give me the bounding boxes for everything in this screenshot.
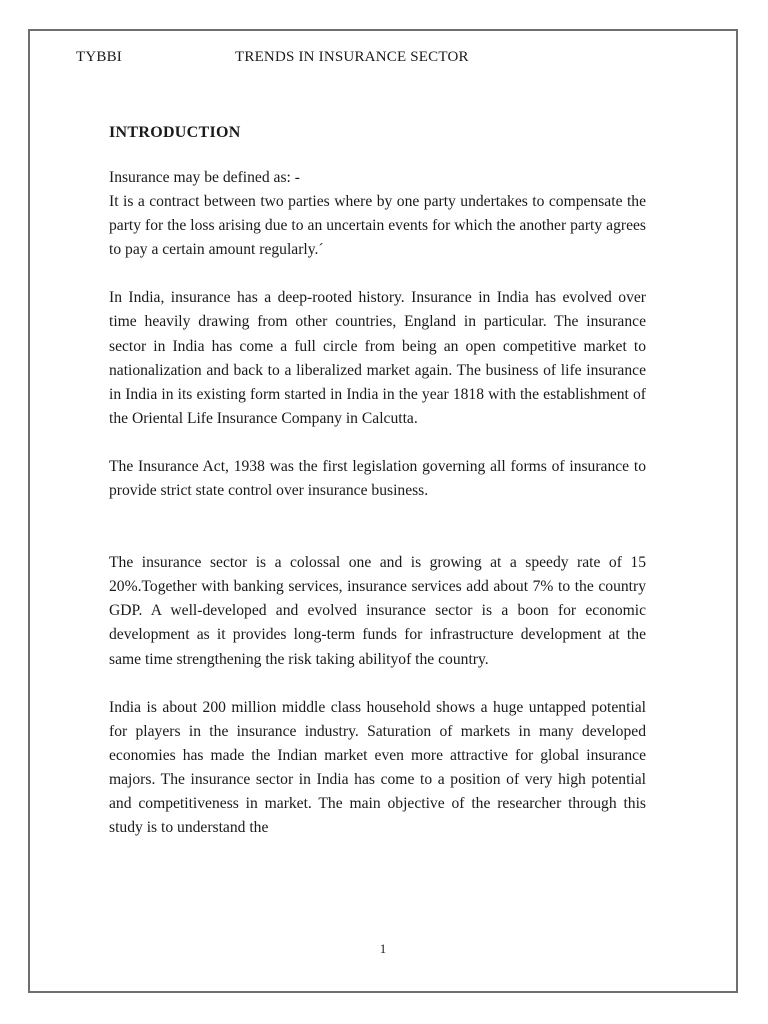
definition-label: Insurance may be defined as: -	[109, 169, 300, 186]
paragraph-insurance-act: The Insurance Act, 1938 was the first legislation governing all forms of insurance to provide strict state control over insurance business.	[109, 457, 646, 500]
section-heading: INTRODUCTION	[109, 124, 241, 141]
header-document-title: TRENDS IN INSURANCE SECTOR	[235, 49, 469, 65]
paragraph-middle-class: India is about 200 million middle class household shows a huge untapped potential for players in the insurance industry. Saturation of markets in many developed economies has made the Indian market even more attractive for global insurance majors. The insurance sector in India has come to a position of very high potential and competitiveness in market. The main objective of the researcher through this study is to understand the	[109, 698, 646, 837]
page-header	[30, 49, 736, 73]
document-page	[28, 29, 738, 993]
paragraph-definition: It is a contract between two parties where by one party undertakes to compensate the party for the loss arising due to an uncertain events for which the another party agrees to pay a certain amount regularly.´	[109, 193, 646, 259]
page-number: 1	[379, 941, 387, 956]
header-course-code: TYBBI	[76, 49, 122, 65]
paragraph-sector-growth: The insurance sector is a colossal one and is growing at a speedy rate of 15 20%.Together with banking services, insurance services add about 7% to the country GDP. A well-developed and evolved insurance sector is a boon for economic development as it provides long-term funds for infrastructure development at the same time strengthening the risk taking abilityof the country.	[109, 554, 646, 668]
paragraph-history: In India, insurance has a deep-rooted history. Insurance in India has evolved over time heavily drawing from other countries, England in particular. The insurance sector in India has come a full circle from being an open competitive market to nationalization and back to a liberalized market again. The business of life insurance in India in its existing form started in India in the year 1818 with the establishment of the Oriental Life Insurance Company in Calcutta.	[109, 289, 646, 427]
document-body	[109, 121, 646, 840]
